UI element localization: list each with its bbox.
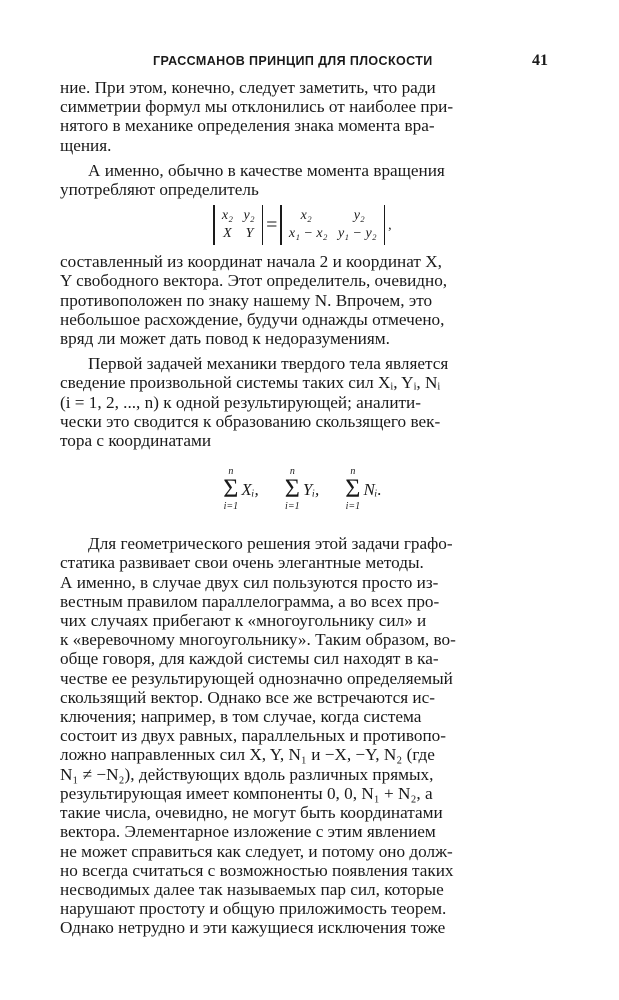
text-line: Для геометрического решения этой задачи графо- bbox=[88, 534, 453, 554]
text-line: но всегда считаться с возможностью появления таких bbox=[60, 860, 454, 880]
text-line: скользящий вектор. Однако все же встречаются ис- bbox=[60, 687, 435, 707]
running-title: ГРАССМАНОВ ПРИНЦИП ДЛЯ ПЛОСКОСТИ bbox=[153, 54, 433, 68]
matrix-row: x₁ − x₂ y₁ − y₂ bbox=[288, 226, 377, 242]
sum-upper-limit: n bbox=[350, 466, 356, 478]
text-line: вряд ли может дать повод к недоразумениям. bbox=[60, 329, 390, 349]
matrix-bar bbox=[280, 205, 282, 245]
text-line: нятого в механике определения знака момента вра- bbox=[60, 116, 435, 136]
text-line: чески это сводится к образованию скользящего век- bbox=[60, 411, 441, 431]
paragraph-graphostatics bbox=[60, 534, 545, 937]
paragraph-coordinates bbox=[60, 252, 545, 348]
matrix-bar bbox=[213, 205, 215, 245]
text-line: (i = 1, 2, ..., n) к одной результирующей; аналити- bbox=[60, 392, 421, 412]
text-line: нарушают простоту и общую приложимость теорем. bbox=[60, 899, 447, 919]
text-line: статика развивает свои очень элегантные методы. bbox=[60, 553, 424, 573]
page-number: 41 bbox=[532, 52, 548, 69]
text-line: симметрии формул мы отклонились от наиболее при- bbox=[60, 97, 454, 117]
page-header bbox=[60, 54, 548, 76]
text-line: вестным правилом параллелограмма, а во всех про- bbox=[60, 591, 440, 611]
equals-sign: = bbox=[266, 213, 278, 236]
determinant-formula bbox=[60, 201, 545, 249]
text-line: ложно направленных сил X, Y, N₁ и −X, −Y, N₂ (где bbox=[60, 745, 435, 765]
sigma-symbol: Σ bbox=[284, 474, 300, 504]
sigma-symbol: Σ bbox=[223, 474, 239, 504]
sum-term bbox=[285, 466, 320, 512]
text-line: к «веревочному многоугольнику». Таким образом, во- bbox=[60, 630, 456, 650]
page-body bbox=[60, 78, 545, 938]
determinant-left bbox=[222, 207, 255, 243]
text-line: употребляют определитель bbox=[60, 180, 259, 200]
formula-comma: , bbox=[388, 217, 392, 233]
text-line: Первой задачей механики твердого тела является bbox=[88, 354, 449, 374]
paragraph-first-task bbox=[60, 354, 545, 450]
matrix-row: X Y bbox=[223, 226, 254, 242]
text-line: N₁ ≠ −N₂), действующих вдоль различных прямых, bbox=[60, 764, 434, 784]
text-line: противоположен по знаку нашему N. Впрочем, это bbox=[60, 290, 433, 310]
paragraph-moment bbox=[60, 161, 545, 199]
text-line: ключения; например, в том случае, когда система bbox=[60, 707, 422, 727]
sum-operand: Yᵢ, bbox=[302, 479, 320, 499]
text-line: А именно, обычно в качестве момента вращения bbox=[88, 160, 445, 180]
text-line: такие числа, очевидно, не могут быть координатами bbox=[60, 803, 443, 823]
matrix-bar bbox=[262, 205, 264, 245]
sum-term bbox=[345, 466, 381, 512]
text-line: тора с координатами bbox=[60, 431, 212, 451]
sigma-symbol: Σ bbox=[345, 474, 361, 504]
sum-term bbox=[223, 466, 258, 512]
sum-formula bbox=[60, 452, 545, 526]
text-line: щения. bbox=[60, 135, 112, 155]
determinant-right bbox=[289, 207, 377, 243]
sum-lower-limit: i=1 bbox=[345, 501, 361, 513]
text-line: обще говоря, для каждой системы сил находят в ка- bbox=[60, 649, 439, 669]
sum-upper-limit: n bbox=[228, 466, 234, 478]
text-line: результирующая имеет компоненты 0, 0, N₁ + N₂, а bbox=[60, 783, 433, 803]
text-line: вектора. Элементарное изложение с этим явлением bbox=[60, 822, 436, 842]
sum-lower-limit: i=1 bbox=[285, 501, 300, 513]
text-line: состоит из двух равных, параллельных и противопо- bbox=[60, 726, 446, 746]
matrix-row: x₂ y₂ bbox=[300, 208, 365, 224]
text-line: чих случаях прибегают к «многоугольнику сил» и bbox=[60, 611, 427, 631]
sum-lower-limit: i=1 bbox=[223, 501, 239, 513]
text-line: честве ее результирующей однозначно определяемый bbox=[60, 668, 453, 688]
text-line: не может справиться как следует, и потому оно долж- bbox=[60, 841, 453, 861]
text-line: составленный из координат начала 2 и координат X, bbox=[60, 252, 442, 272]
text-line: несводимых далее так называемых пар сил, которые bbox=[60, 879, 444, 899]
sum-upper-limit: n bbox=[289, 466, 295, 478]
text-line: небольшое расхождение, будучи однажды отмечено, bbox=[60, 309, 445, 329]
matrix-bar bbox=[384, 205, 386, 245]
matrix-row: x₂ y₂ bbox=[221, 208, 255, 224]
text-line: Y свободного вектора. Этот определитель, очевидно, bbox=[60, 271, 448, 291]
sum-operand: Nᵢ. bbox=[363, 479, 382, 499]
text-line: Однако нетрудно и эти кажущиеся исключения тоже bbox=[60, 918, 446, 938]
paragraph-continuation bbox=[60, 78, 545, 155]
sum-operand: Xᵢ, bbox=[241, 479, 259, 499]
text-line: сведение произвольной системы таких сил Xᵢ, Yᵢ, Nᵢ bbox=[60, 373, 441, 393]
text-line: ние. При этом, конечно, следует заметить, что ради bbox=[60, 78, 436, 97]
text-line: А именно, в случае двух сил пользуются просто из- bbox=[60, 572, 439, 592]
